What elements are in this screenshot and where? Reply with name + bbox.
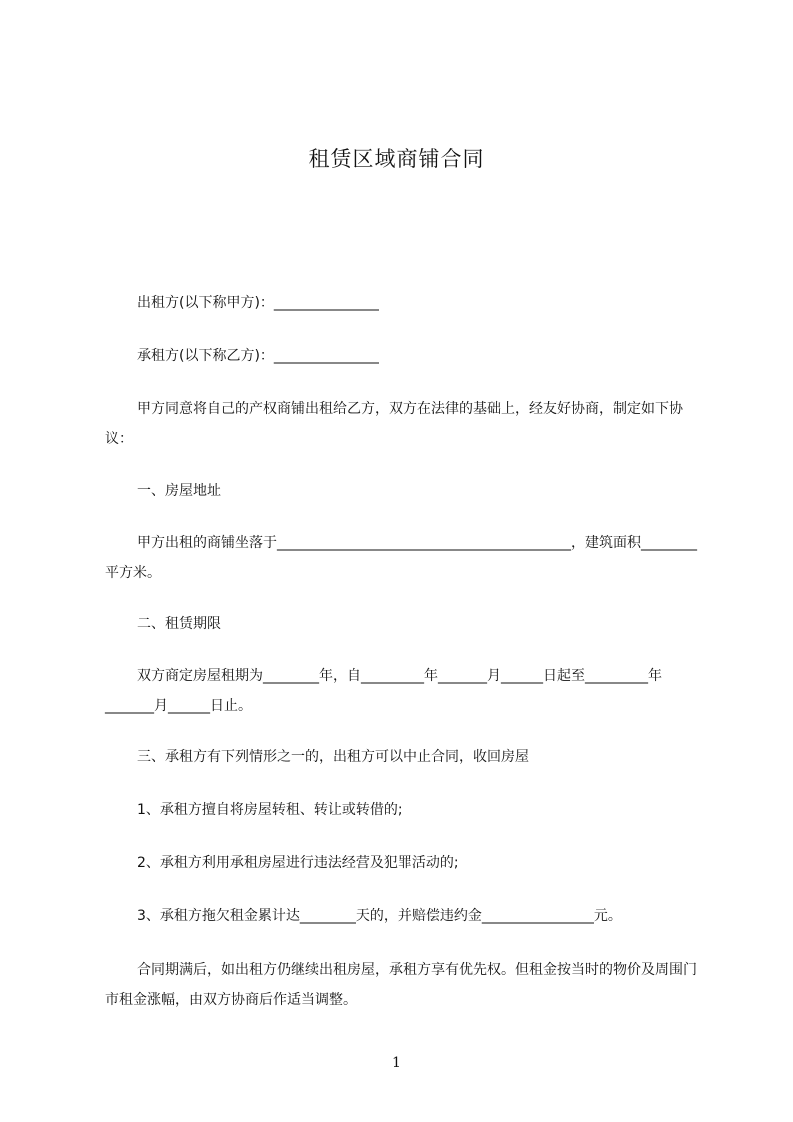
section3-item-3: 3、承租方拖欠租金累计达________天的，并赔偿违约金________________元。	[137, 908, 622, 924]
section3-item-1: 1、承租方擅自将房屋转租、转让或转借的;	[137, 802, 403, 818]
intro-paragraph: 甲方同意将自己的产权商铺出租给乙方，双方在法律的基础上，经友好协商，制定如下协议：	[105, 401, 683, 447]
section1-heading: 一、房屋地址	[137, 483, 221, 499]
section3-heading: 三、承租方有下列情形之一的，出租方可以中止合同，收回房屋	[137, 749, 529, 765]
section2-paragraph: 双方商定房屋租期为________年，自_________年_______月______日起至_________年_______月______日止。	[105, 668, 662, 714]
lessor-line: 出租方(以下称甲方)：_______________	[137, 295, 379, 311]
section2-heading: 二、租赁期限	[137, 616, 221, 632]
renewal-paragraph: 合同期满后，如出租方仍继续出租房屋，承租方享有优先权。但租金按当时的物价及周围门市租金涨幅，由双方协商后作适当调整。	[105, 962, 697, 1008]
lessee-line: 承租方(以下称乙方)：_______________	[137, 348, 379, 364]
page-number: 1	[392, 1055, 401, 1071]
section1-paragraph: 甲方出租的商铺坐落于__________________________________________，建筑面积________平方米。	[105, 535, 697, 581]
section3-item-2: 2、承租方利用承租房屋进行违法经营及犯罪活动的;	[137, 855, 459, 871]
document-title: 租赁区域商铺合同	[308, 147, 485, 171]
